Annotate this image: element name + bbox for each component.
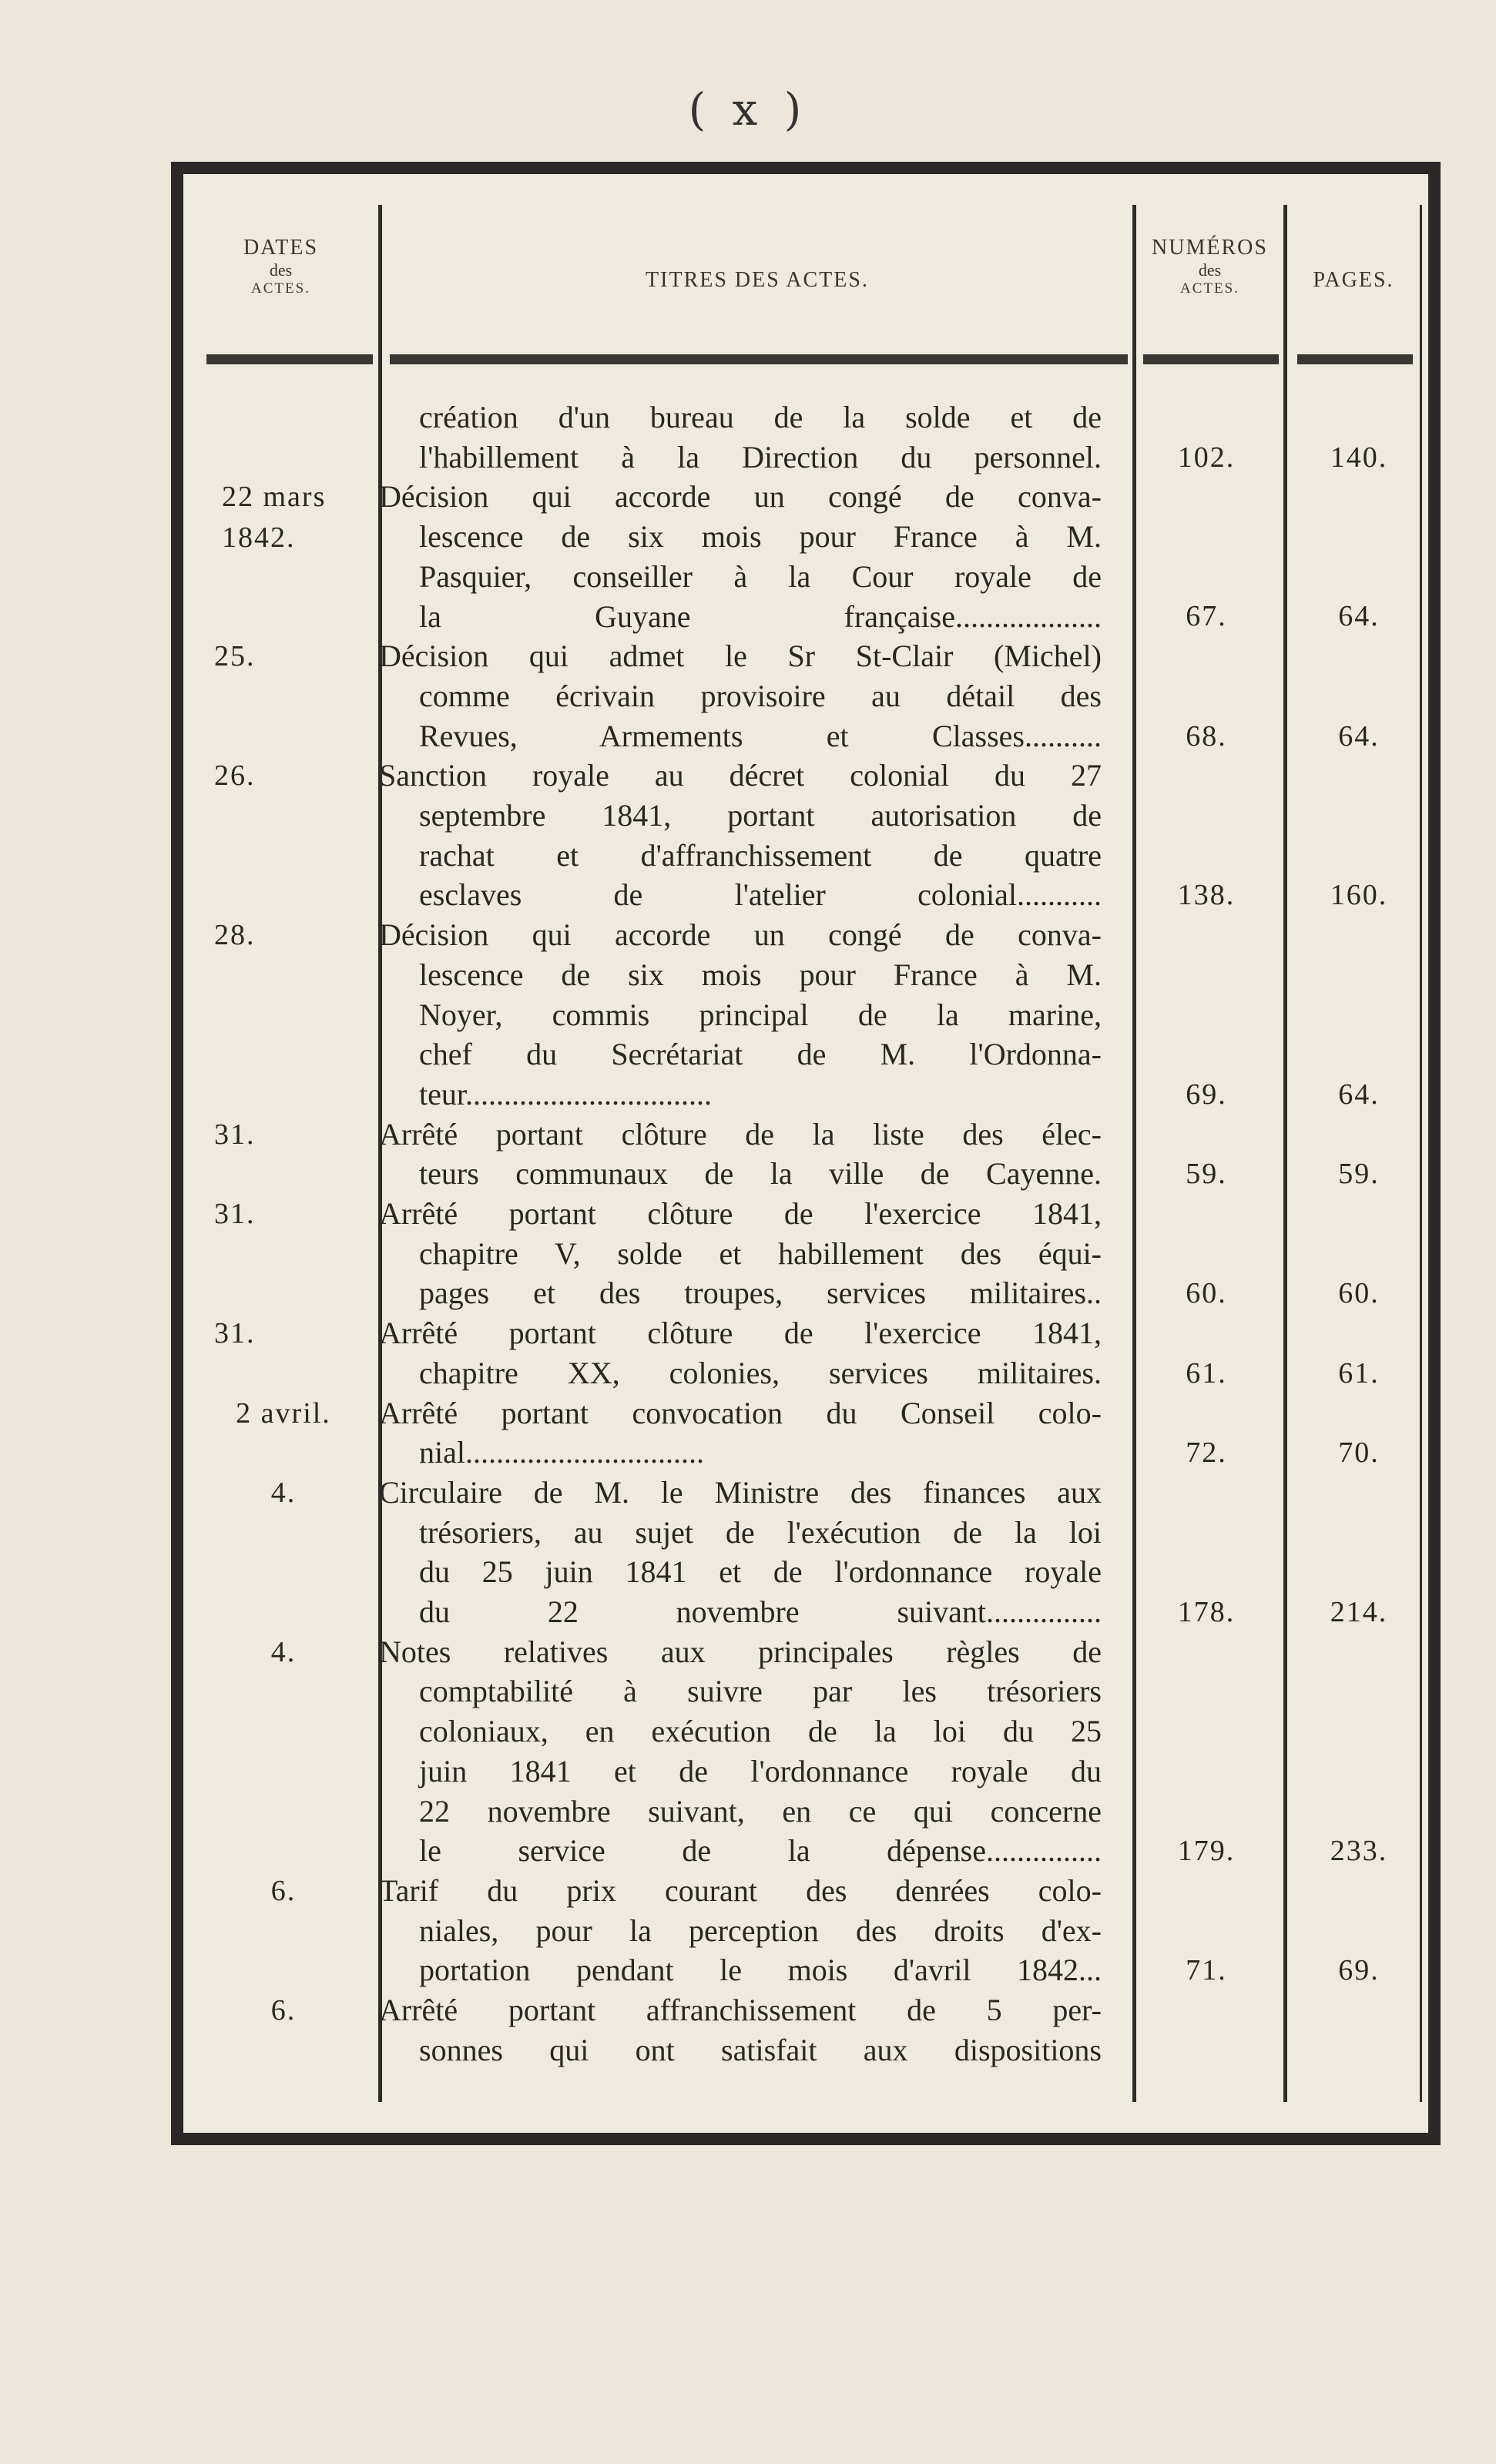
title-line: niales, pour la perception des droits d'ex-: [419, 1913, 1102, 1948]
title-line: Tarif du prix courant des denrées colo-: [379, 1872, 1102, 1908]
row-date: 26.: [214, 759, 256, 793]
title-line: Notes relatives aux principales règles de: [379, 1634, 1102, 1669]
title-line: Noyer, commis principal de la marine,: [419, 997, 1102, 1032]
row-date: 4.: [270, 1476, 297, 1509]
row-title: [379, 1194, 1102, 1313]
header-rule: [390, 354, 1128, 364]
row-act-number: 71.: [1186, 1954, 1227, 1987]
row-page: 60.: [1338, 1277, 1380, 1310]
title-line: comme écrivain provisoire au détail des: [419, 678, 1102, 713]
header-dates: DATES des ACTES.: [243, 236, 319, 297]
title-line: le service de la dépense...............: [419, 1833, 1102, 1869]
title-line: l'habillement à la Direction du personnel.: [419, 439, 1102, 474]
title-line: Arrêté portant affranchissement de 5 per-: [379, 1993, 1102, 2027]
row-page: 64.: [1338, 600, 1380, 633]
row-page: 69.: [1338, 1954, 1380, 1987]
title-line: Décision qui accorde un congé de conva-: [379, 917, 1102, 953]
row-act-number: 179.: [1177, 1835, 1236, 1868]
title-line: Décision qui accorde un congé de conva-: [379, 479, 1102, 515]
header-rule: [1297, 354, 1413, 364]
row-page: 214.: [1330, 1595, 1388, 1628]
title-line: trésoriers, au sujet de l'exécution de la loi: [419, 1514, 1102, 1550]
title-line: Pasquier, conseiller à la Cour royale de: [419, 558, 1102, 594]
row-title: [379, 1871, 1102, 1990]
title-line: Arrêté portant clôture de l'exercice 1841,: [379, 1196, 1102, 1231]
row-date: 22 mars 1842.: [222, 481, 327, 555]
title-line: création d'un bureau de la solde et de: [419, 400, 1102, 434]
page-number: ( x ): [688, 83, 808, 136]
row-page: 160.: [1330, 879, 1388, 912]
title-line: portation pendant le mois d'avril 1842...: [419, 1953, 1102, 1988]
row-date: 6.: [270, 1994, 297, 2027]
row-title: [379, 1632, 1102, 1871]
row-title: [379, 1990, 1102, 2070]
title-line: Sanction royale au décret colonial du 27: [379, 758, 1102, 793]
column-divider: [1283, 205, 1287, 2102]
row-title: [379, 1313, 1102, 1393]
header-rule: [206, 354, 373, 364]
title-line: chapitre XX, colonies, services militaires.: [419, 1355, 1102, 1390]
row-date: 4.: [270, 1635, 297, 1668]
row-date: 25.: [214, 640, 256, 673]
row-date: 6.: [270, 1874, 297, 1907]
row-act-number: 138.: [1177, 879, 1236, 912]
row-title: [379, 397, 1102, 477]
title-line: septembre 1841, portant autorisation de: [419, 798, 1102, 833]
row-title: [379, 477, 1102, 636]
row-page: 64.: [1338, 719, 1380, 753]
title-line: Arrêté portant clôture de la liste des élec-: [379, 1116, 1102, 1152]
title-line: pages et des troupes, services militaires..: [419, 1276, 1102, 1311]
title-line: juin 1841 et de l'ordonnance royale du: [419, 1753, 1102, 1788]
row-act-number: 59.: [1186, 1158, 1227, 1191]
row-page: 70.: [1338, 1436, 1380, 1470]
title-line: Arrêté portant clôture de l'exercice 1841,: [379, 1316, 1102, 1351]
title-line: coloniaux, en exécution de la loi du 25: [419, 1714, 1102, 1749]
row-act-number: 72.: [1186, 1436, 1227, 1470]
column-divider: [1132, 205, 1136, 2102]
row-date: 31.: [214, 1317, 256, 1350]
title-line: lescence de six mois pour France à M.: [419, 519, 1102, 555]
row-page: 61.: [1338, 1356, 1380, 1390]
row-page: 64.: [1338, 1078, 1380, 1111]
row-act-number: 68.: [1186, 719, 1227, 753]
title-line: du 25 juin 1841 et de l'ordonnance royale: [419, 1554, 1102, 1590]
row-title: [379, 1393, 1102, 1473]
row-title: [379, 915, 1102, 1115]
title-line: Décision qui admet le Sr St-Clair (Michel): [379, 639, 1102, 674]
row-act-number: 60.: [1186, 1277, 1227, 1310]
row-date: 31.: [214, 1118, 256, 1151]
title-line: 22 novembre suivant, en ce qui concerne: [419, 1793, 1102, 1829]
title-line: chapitre V, solde et habillement des équi-: [419, 1235, 1102, 1271]
title-line: du 22 novembre suivant...............: [419, 1594, 1102, 1629]
row-date: 31.: [214, 1198, 256, 1230]
title-line: Arrêté portant convocation du Conseil colo-: [379, 1395, 1102, 1430]
row-date: 2 avril.: [236, 1396, 331, 1430]
header-titres: TITRES DES ACTES.: [646, 268, 869, 292]
title-line: teur................................: [419, 1076, 712, 1111]
row-page: 140.: [1330, 441, 1388, 474]
title-line: lescence de six mois pour France à M.: [419, 957, 1102, 992]
row-date: 28.: [214, 919, 256, 952]
title-line: esclaves de l'atelier colonial...........: [419, 877, 1102, 913]
row-act-number: 61.: [1186, 1356, 1227, 1390]
row-title: [379, 1473, 1102, 1632]
title-line: rachat et d'affranchissement de quatre: [419, 837, 1102, 873]
title-line: Revues, Armements et Classes..........: [419, 718, 1102, 753]
row-act-number: 67.: [1186, 600, 1227, 633]
header-numeros: NUMÉROS des ACTES.: [1152, 236, 1268, 297]
row-title: [379, 1115, 1102, 1194]
title-line: chef du Secrétariat de M. l'Ordonna-: [419, 1037, 1102, 1072]
title-line: nial...............................: [419, 1435, 704, 1470]
header-rule: [1143, 354, 1279, 364]
row-act-number: 178.: [1177, 1595, 1236, 1628]
header-pages: PAGES.: [1313, 268, 1394, 292]
index-table: [171, 162, 1441, 2145]
row-page: 59.: [1338, 1158, 1380, 1191]
row-act-number: 69.: [1186, 1078, 1227, 1111]
title-line: comptabilité à suivre par les trésoriers: [419, 1674, 1102, 1709]
row-act-number: 102.: [1177, 441, 1236, 474]
row-title: [379, 636, 1102, 756]
title-line: sonnes qui ont satisfait aux dispositions: [419, 2032, 1102, 2067]
title-line: la Guyane française...................: [419, 598, 1102, 634]
row-title: [379, 756, 1102, 915]
title-line: Circulaire de M. le Ministre des finances aux: [379, 1474, 1102, 1510]
title-line: teurs communaux de la ville de Cayenne.: [419, 1156, 1102, 1192]
row-page: 233.: [1330, 1835, 1388, 1868]
